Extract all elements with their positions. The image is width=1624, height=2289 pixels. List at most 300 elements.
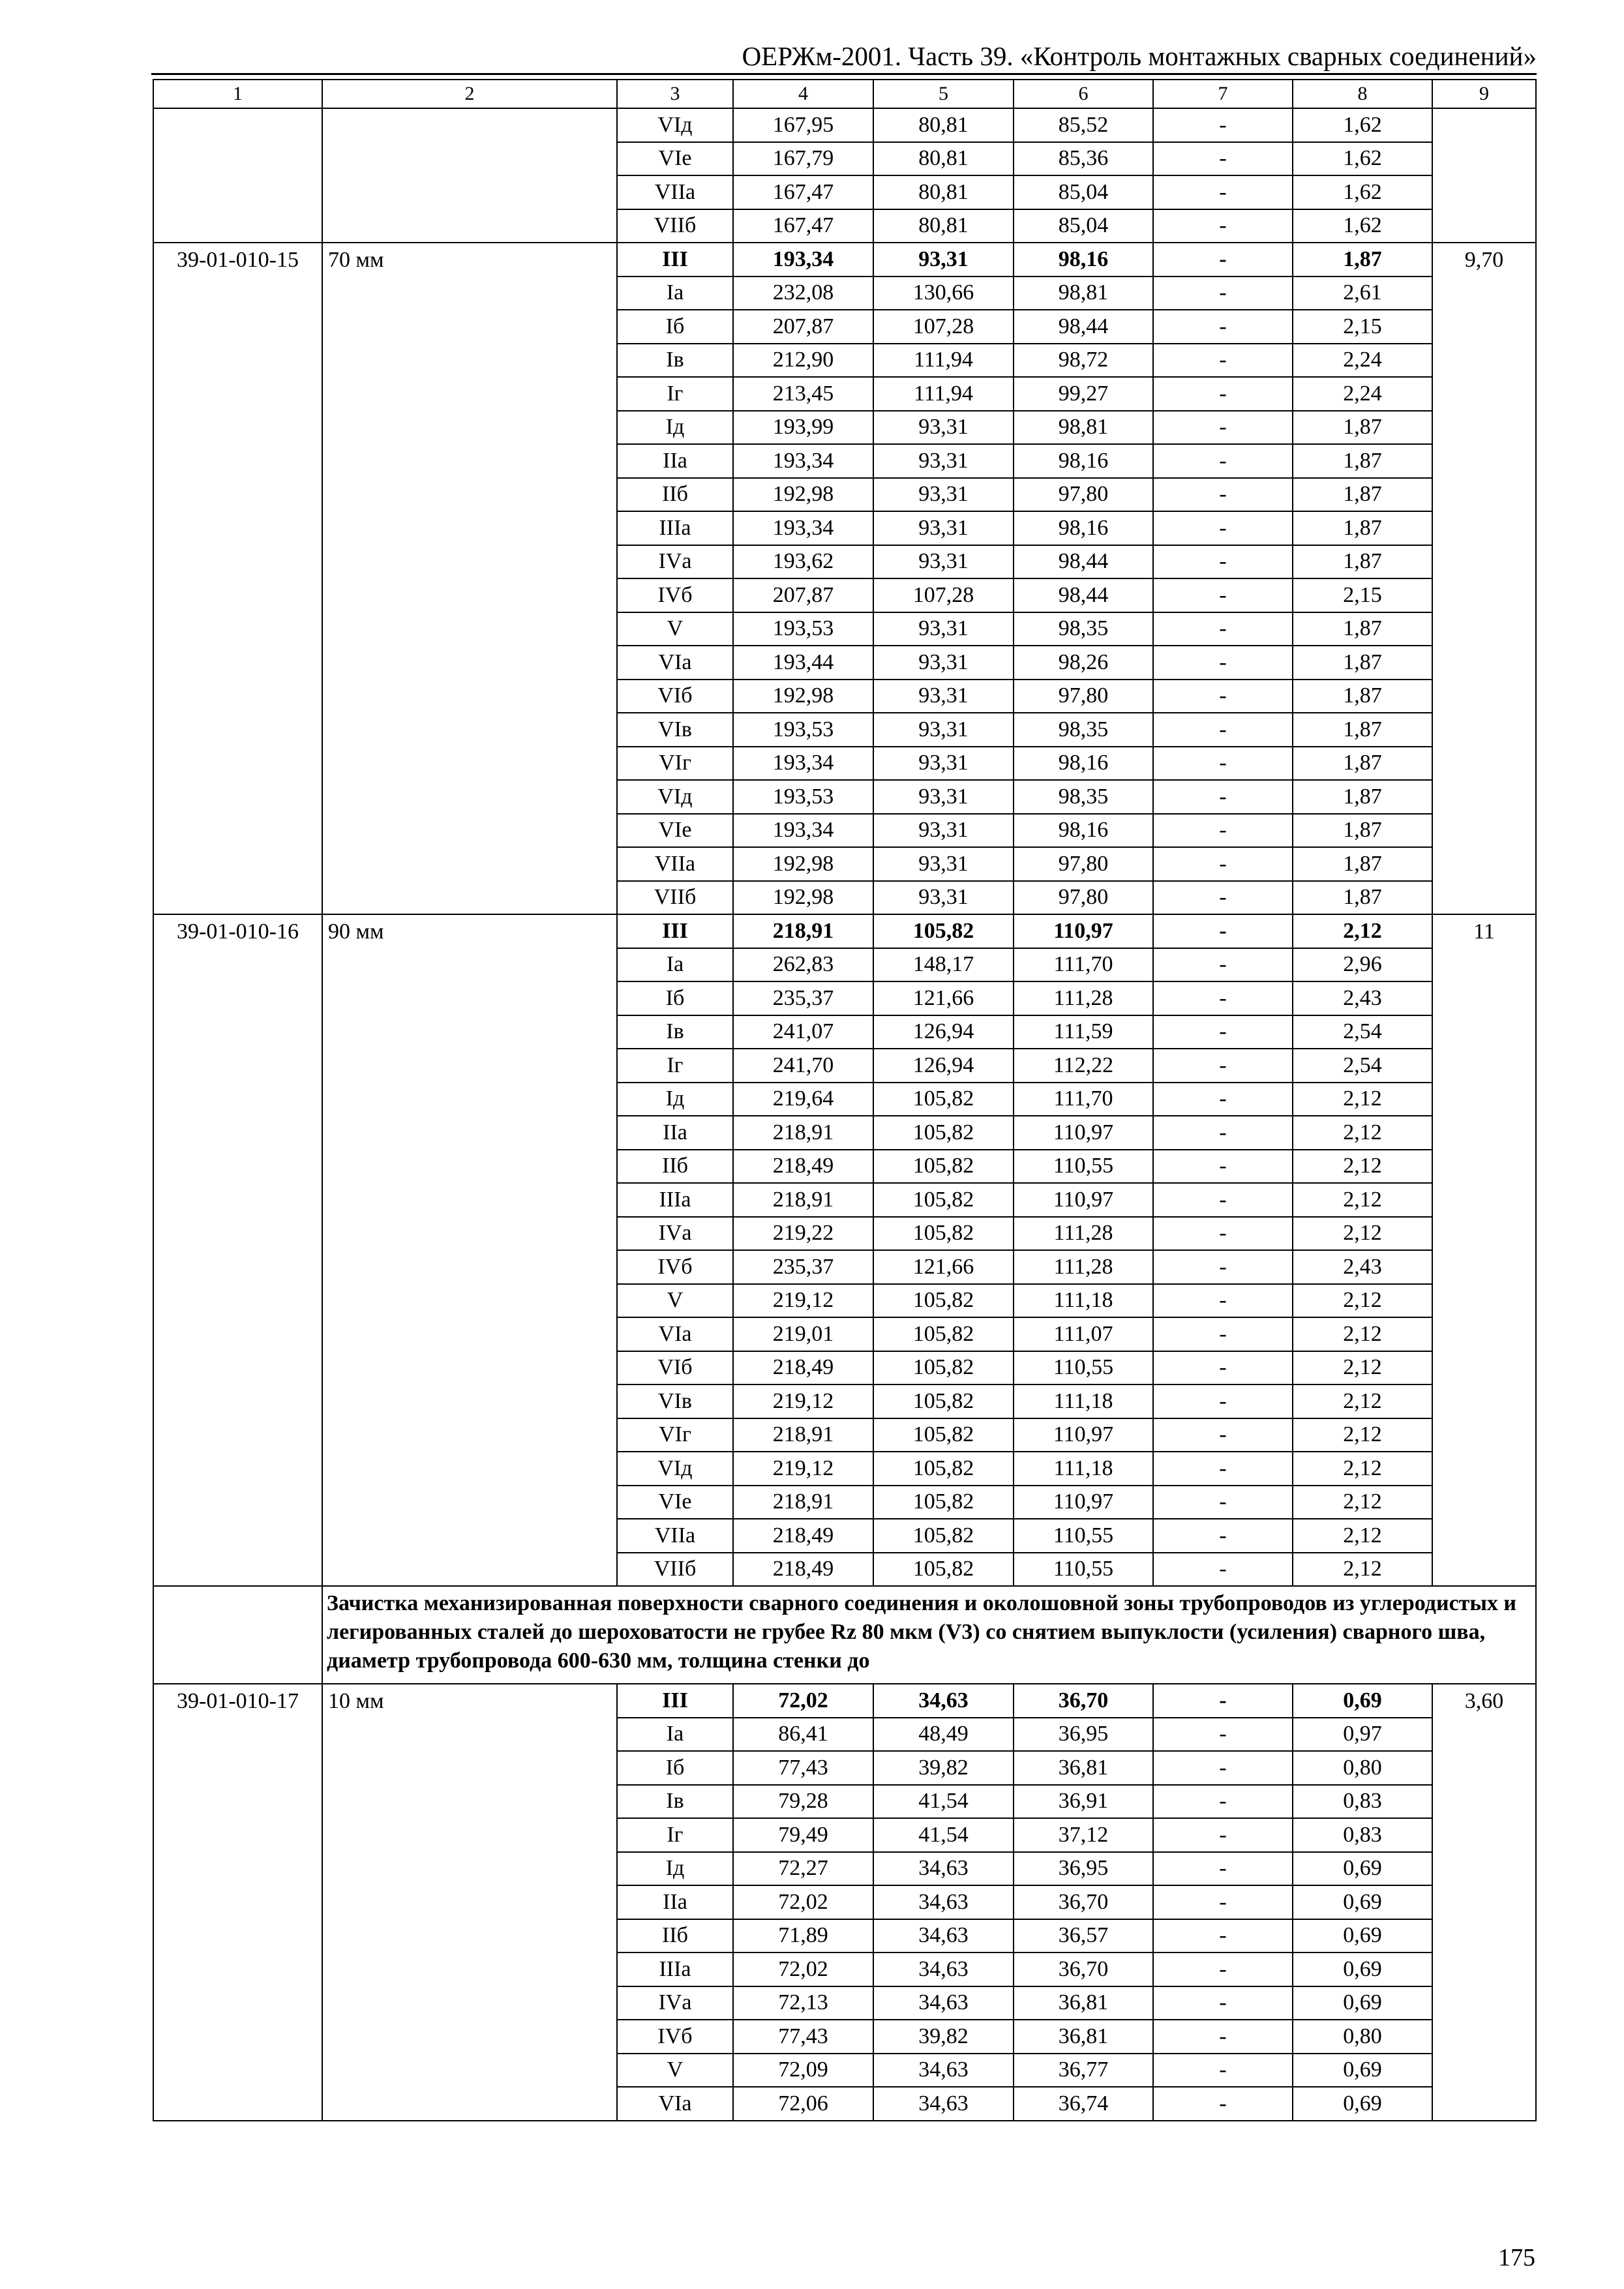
labor-hours-cell: 0,69 [1293, 2087, 1432, 2121]
labor-cost-cell: 34,63 [873, 1919, 1014, 1953]
machine-cost-cell: 36,70 [1014, 1885, 1153, 1919]
rate-category-cell: III [617, 1684, 733, 1718]
labor-hours-cell: 2,12 [1293, 1452, 1432, 1486]
materials-cost-cell: - [1153, 2087, 1293, 2121]
machine-cost-cell: 36,95 [1014, 1852, 1153, 1886]
machine-cost-cell: 98,35 [1014, 612, 1153, 646]
labor-cost-cell: 93,31 [873, 680, 1014, 713]
materials-cost-cell: - [1153, 948, 1293, 982]
rate-category-cell: VIг [617, 747, 733, 781]
machine-cost-cell: 111,28 [1014, 981, 1153, 1015]
total-cost-cell: 72,02 [733, 1885, 873, 1919]
labor-hours-cell: 0,69 [1293, 1885, 1432, 1919]
machine-cost-cell: 110,55 [1014, 1553, 1153, 1587]
machine-cost-cell: 98,35 [1014, 780, 1153, 814]
labor-cost-cell: 39,82 [873, 2020, 1014, 2054]
labor-cost-cell: 93,31 [873, 444, 1014, 478]
rate-category-cell: Iв [617, 1785, 733, 1819]
total-cost-cell: 207,87 [733, 578, 873, 612]
total-cost-cell: 218,91 [733, 1486, 873, 1519]
total-cost-cell: 72,02 [733, 1952, 873, 1986]
materials-cost-cell: - [1153, 713, 1293, 747]
rate-category-cell: Iв [617, 344, 733, 378]
rate-category-cell: V [617, 2054, 733, 2087]
total-cost-cell: 192,98 [733, 478, 873, 512]
machine-cost-cell: 98,16 [1014, 511, 1153, 545]
materials-cost-cell: - [1153, 1317, 1293, 1351]
labor-cost-cell: 93,31 [873, 847, 1014, 881]
rate-category-cell: V [617, 1284, 733, 1318]
materials-cost-cell: - [1153, 1150, 1293, 1184]
total-cost-cell: 219,22 [733, 1217, 873, 1251]
materials-cost-cell: - [1153, 243, 1293, 277]
labor-hours-cell: 2,54 [1293, 1015, 1432, 1049]
total-cost-cell: 193,53 [733, 612, 873, 646]
labor-hours-cell: 2,12 [1293, 1519, 1432, 1553]
labor-hours-cell: 2,24 [1293, 377, 1432, 411]
total-cost-cell: 167,79 [733, 142, 873, 176]
rate-category-cell: V [617, 612, 733, 646]
total-cost-cell: 192,98 [733, 881, 873, 915]
machine-cost-cell: 111,28 [1014, 1250, 1153, 1284]
section-code-cell [153, 1586, 322, 1684]
labor-cost-cell: 105,82 [873, 1384, 1014, 1418]
total-cost-cell: 241,70 [733, 1049, 873, 1083]
total-cost-cell: 218,49 [733, 1519, 873, 1553]
materials-cost-cell: - [1153, 1553, 1293, 1587]
materials-cost-cell: - [1153, 612, 1293, 646]
price-cell: 3,60 [1432, 1684, 1536, 2121]
labor-cost-cell: 105,82 [873, 1083, 1014, 1116]
machine-cost-cell: 97,80 [1014, 881, 1153, 915]
labor-cost-cell: 34,63 [873, 1885, 1014, 1919]
section-row [153, 1586, 1536, 1684]
labor-hours-cell: 0,69 [1293, 1986, 1432, 2020]
machine-cost-cell: 97,80 [1014, 680, 1153, 713]
labor-hours-cell: 2,12 [1293, 1317, 1432, 1351]
labor-hours-cell: 2,61 [1293, 277, 1432, 310]
labor-hours-cell: 0,69 [1293, 2054, 1432, 2087]
machine-cost-cell: 98,44 [1014, 578, 1153, 612]
labor-hours-cell: 0,83 [1293, 1785, 1432, 1819]
labor-cost-cell: 93,31 [873, 881, 1014, 915]
labor-hours-cell: 1,62 [1293, 142, 1432, 176]
rate-category-cell: VIв [617, 713, 733, 747]
rate-category-cell: VIа [617, 1317, 733, 1351]
total-cost-cell: 193,62 [733, 545, 873, 579]
materials-cost-cell: - [1153, 1418, 1293, 1452]
labor-cost-cell: 93,31 [873, 243, 1014, 277]
total-cost-cell: 219,12 [733, 1384, 873, 1418]
materials-cost-cell: - [1153, 981, 1293, 1015]
rate-category-cell: IIб [617, 1919, 733, 1953]
materials-cost-cell: - [1153, 847, 1293, 881]
total-cost-cell: 193,34 [733, 243, 873, 277]
labor-hours-cell: 1,87 [1293, 881, 1432, 915]
labor-cost-cell: 111,94 [873, 377, 1014, 411]
labor-cost-cell: 105,82 [873, 1317, 1014, 1351]
materials-cost-cell: - [1153, 1015, 1293, 1049]
thickness-cell: 90 мм [322, 914, 617, 1586]
total-cost-cell: 219,12 [733, 1284, 873, 1318]
labor-cost-cell: 107,28 [873, 578, 1014, 612]
rate-category-cell: IIб [617, 478, 733, 512]
labor-cost-cell: 93,31 [873, 511, 1014, 545]
labor-hours-cell: 2,12 [1293, 1217, 1432, 1251]
labor-hours-cell: 2,43 [1293, 1250, 1432, 1284]
labor-cost-cell: 39,82 [873, 1751, 1014, 1785]
machine-cost-cell: 36,77 [1014, 2054, 1153, 2087]
machine-cost-cell: 111,28 [1014, 1217, 1153, 1251]
rate-category-cell: Iа [617, 948, 733, 982]
total-cost-cell: 193,99 [733, 411, 873, 445]
rate-category-cell: VIIб [617, 209, 733, 243]
labor-cost-cell: 105,82 [873, 914, 1014, 948]
rate-category-cell: IVа [617, 545, 733, 579]
total-cost-cell: 235,37 [733, 981, 873, 1015]
materials-cost-cell: - [1153, 814, 1293, 848]
price-cell: 9,70 [1432, 243, 1536, 914]
labor-hours-cell: 1,62 [1293, 209, 1432, 243]
labor-hours-cell: 1,87 [1293, 411, 1432, 445]
labor-cost-cell: 126,94 [873, 1049, 1014, 1083]
materials-cost-cell: - [1153, 1384, 1293, 1418]
machine-cost-cell: 85,36 [1014, 142, 1153, 176]
total-cost-cell: 72,06 [733, 2087, 873, 2121]
labor-cost-cell: 93,31 [873, 646, 1014, 680]
labor-cost-cell: 148,17 [873, 948, 1014, 982]
rate-category-cell: VIIа [617, 1519, 733, 1553]
code-cell: 39-01-010-15 [153, 243, 322, 914]
labor-cost-cell: 80,81 [873, 175, 1014, 209]
labor-cost-cell: 105,82 [873, 1150, 1014, 1184]
labor-cost-cell: 34,63 [873, 1986, 1014, 2020]
materials-cost-cell: - [1153, 1183, 1293, 1217]
machine-cost-cell: 110,97 [1014, 1418, 1153, 1452]
code-cell: 39-01-010-17 [153, 1684, 322, 2121]
labor-hours-cell: 1,62 [1293, 175, 1432, 209]
labor-cost-cell: 111,94 [873, 344, 1014, 378]
materials-cost-cell: - [1153, 914, 1293, 948]
labor-hours-cell: 0,80 [1293, 2020, 1432, 2054]
machine-cost-cell: 110,55 [1014, 1351, 1153, 1385]
machine-cost-cell: 98,16 [1014, 444, 1153, 478]
total-cost-cell: 72,09 [733, 2054, 873, 2087]
rate-category-cell: Iб [617, 981, 733, 1015]
labor-hours-cell: 1,87 [1293, 612, 1432, 646]
materials-cost-cell: - [1153, 209, 1293, 243]
table-row [153, 108, 1536, 142]
total-cost-cell: 72,02 [733, 1684, 873, 1718]
total-cost-cell: 207,87 [733, 310, 873, 344]
labor-cost-cell: 107,28 [873, 310, 1014, 344]
materials-cost-cell: - [1153, 175, 1293, 209]
materials-cost-cell: - [1153, 411, 1293, 445]
machine-cost-cell: 36,81 [1014, 1751, 1153, 1785]
column-number: 8 [1293, 80, 1432, 108]
labor-hours-cell: 1,62 [1293, 108, 1432, 142]
thickness-cell [322, 108, 617, 243]
column-number: 4 [733, 80, 873, 108]
machine-cost-cell: 37,12 [1014, 1818, 1153, 1852]
rate-category-cell: VIе [617, 814, 733, 848]
column-number: 9 [1432, 80, 1536, 108]
rate-category-cell: VIв [617, 1384, 733, 1418]
materials-cost-cell: - [1153, 1351, 1293, 1385]
section-title: Зачистка механизированная поверхности сварного соединения и околошовной зоны трубопроводов из углеродистых и легированных сталей до шероховатости не грубее Rz 80 мкм (V3) со снятием выпуклости (усиления) сварного шва, диаметр трубопровода 600-630 мм, толщина стенки до [322, 1586, 1536, 1684]
table-row [153, 1684, 1536, 1718]
labor-hours-cell: 2,12 [1293, 1418, 1432, 1452]
labor-hours-cell: 2,12 [1293, 1384, 1432, 1418]
labor-hours-cell: 2,12 [1293, 1083, 1432, 1116]
labor-cost-cell: 34,63 [873, 2087, 1014, 2121]
total-cost-cell: 167,95 [733, 108, 873, 142]
total-cost-cell: 218,49 [733, 1553, 873, 1587]
total-cost-cell: 193,44 [733, 646, 873, 680]
machine-cost-cell: 36,70 [1014, 1952, 1153, 1986]
labor-hours-cell: 1,87 [1293, 478, 1432, 512]
rate-category-cell: Iд [617, 411, 733, 445]
labor-hours-cell: 1,87 [1293, 747, 1432, 781]
labor-cost-cell: 105,82 [873, 1519, 1014, 1553]
total-cost-cell: 71,89 [733, 1919, 873, 1953]
total-cost-cell: 193,34 [733, 814, 873, 848]
rate-category-cell: Iв [617, 1015, 733, 1049]
machine-cost-cell: 36,81 [1014, 2020, 1153, 2054]
column-number: 7 [1153, 80, 1293, 108]
materials-cost-cell: - [1153, 1684, 1293, 1718]
rate-category-cell: VIд [617, 1452, 733, 1486]
materials-cost-cell: - [1153, 646, 1293, 680]
machine-cost-cell: 98,72 [1014, 344, 1153, 378]
materials-cost-cell: - [1153, 344, 1293, 378]
total-cost-cell: 218,91 [733, 914, 873, 948]
machine-cost-cell: 98,26 [1014, 646, 1153, 680]
labor-cost-cell: 93,31 [873, 411, 1014, 445]
rate-category-cell: VIе [617, 1486, 733, 1519]
machine-cost-cell: 98,35 [1014, 713, 1153, 747]
labor-cost-cell: 93,31 [873, 747, 1014, 781]
rate-category-cell: IVа [617, 1217, 733, 1251]
total-cost-cell: 218,91 [733, 1418, 873, 1452]
machine-cost-cell: 110,97 [1014, 914, 1153, 948]
machine-cost-cell: 111,59 [1014, 1015, 1153, 1049]
machine-cost-cell: 98,81 [1014, 277, 1153, 310]
labor-hours-cell: 1,87 [1293, 713, 1432, 747]
materials-cost-cell: - [1153, 578, 1293, 612]
labor-cost-cell: 34,63 [873, 2054, 1014, 2087]
total-cost-cell: 77,43 [733, 2020, 873, 2054]
machine-cost-cell: 36,91 [1014, 1785, 1153, 1819]
labor-cost-cell: 105,82 [873, 1486, 1014, 1519]
rates-table [153, 79, 1537, 2121]
labor-cost-cell: 105,82 [873, 1183, 1014, 1217]
machine-cost-cell: 98,16 [1014, 243, 1153, 277]
total-cost-cell: 219,01 [733, 1317, 873, 1351]
materials-cost-cell: - [1153, 2054, 1293, 2087]
rate-category-cell: III [617, 914, 733, 948]
rate-category-cell: VIа [617, 2087, 733, 2121]
labor-hours-cell: 1,87 [1293, 511, 1432, 545]
labor-hours-cell: 2,12 [1293, 1183, 1432, 1217]
labor-cost-cell: 121,66 [873, 1250, 1014, 1284]
labor-cost-cell: 105,82 [873, 1452, 1014, 1486]
machine-cost-cell: 36,57 [1014, 1919, 1153, 1953]
labor-hours-cell: 0,69 [1293, 1952, 1432, 1986]
labor-hours-cell: 2,15 [1293, 310, 1432, 344]
column-number: 2 [322, 80, 617, 108]
rate-category-cell: VIе [617, 142, 733, 176]
total-cost-cell: 192,98 [733, 680, 873, 713]
labor-cost-cell: 41,54 [873, 1785, 1014, 1819]
materials-cost-cell: - [1153, 1852, 1293, 1886]
rate-category-cell: Iб [617, 310, 733, 344]
total-cost-cell: 235,37 [733, 1250, 873, 1284]
thickness-cell: 70 мм [322, 243, 617, 914]
rate-category-cell: VIIб [617, 881, 733, 915]
total-cost-cell: 79,28 [733, 1785, 873, 1819]
total-cost-cell: 262,83 [733, 948, 873, 982]
labor-hours-cell: 0,83 [1293, 1818, 1432, 1852]
page-number: 175 [1498, 2244, 1535, 2271]
labor-hours-cell: 0,69 [1293, 1852, 1432, 1886]
rate-category-cell: VIIа [617, 847, 733, 881]
labor-hours-cell: 1,87 [1293, 646, 1432, 680]
materials-cost-cell: - [1153, 1049, 1293, 1083]
labor-hours-cell: 1,87 [1293, 444, 1432, 478]
total-cost-cell: 86,41 [733, 1718, 873, 1752]
rate-category-cell: IIб [617, 1150, 733, 1184]
machine-cost-cell: 98,44 [1014, 310, 1153, 344]
labor-cost-cell: 48,49 [873, 1718, 1014, 1752]
labor-cost-cell: 93,31 [873, 545, 1014, 579]
materials-cost-cell: - [1153, 511, 1293, 545]
labor-cost-cell: 34,63 [873, 1684, 1014, 1718]
rate-category-cell: Iг [617, 1818, 733, 1852]
materials-cost-cell: - [1153, 277, 1293, 310]
labor-cost-cell: 130,66 [873, 277, 1014, 310]
labor-hours-cell: 0,69 [1293, 1684, 1432, 1718]
rate-category-cell: VIг [617, 1418, 733, 1452]
materials-cost-cell: - [1153, 108, 1293, 142]
rate-category-cell: VIб [617, 680, 733, 713]
machine-cost-cell: 36,95 [1014, 1718, 1153, 1752]
machine-cost-cell: 97,80 [1014, 847, 1153, 881]
labor-hours-cell: 0,97 [1293, 1718, 1432, 1752]
materials-cost-cell: - [1153, 1486, 1293, 1519]
total-cost-cell: 72,27 [733, 1852, 873, 1886]
machine-cost-cell: 85,04 [1014, 175, 1153, 209]
machine-cost-cell: 98,16 [1014, 747, 1153, 781]
materials-cost-cell: - [1153, 1519, 1293, 1553]
materials-cost-cell: - [1153, 1885, 1293, 1919]
rate-category-cell: VIд [617, 108, 733, 142]
column-number-row [153, 80, 1536, 108]
rate-category-cell: III [617, 243, 733, 277]
machine-cost-cell: 98,44 [1014, 545, 1153, 579]
labor-hours-cell: 2,24 [1293, 344, 1432, 378]
total-cost-cell: 218,49 [733, 1351, 873, 1385]
rate-category-cell: Iг [617, 1049, 733, 1083]
labor-hours-cell: 1,87 [1293, 545, 1432, 579]
machine-cost-cell: 111,70 [1014, 948, 1153, 982]
total-cost-cell: 218,91 [733, 1116, 873, 1150]
materials-cost-cell: - [1153, 747, 1293, 781]
materials-cost-cell: - [1153, 680, 1293, 713]
labor-cost-cell: 105,82 [873, 1284, 1014, 1318]
materials-cost-cell: - [1153, 142, 1293, 176]
materials-cost-cell: - [1153, 780, 1293, 814]
total-cost-cell: 193,34 [733, 511, 873, 545]
materials-cost-cell: - [1153, 1919, 1293, 1953]
machine-cost-cell: 111,07 [1014, 1317, 1153, 1351]
labor-hours-cell: 1,87 [1293, 847, 1432, 881]
labor-hours-cell: 2,12 [1293, 1486, 1432, 1519]
materials-cost-cell: - [1153, 310, 1293, 344]
machine-cost-cell: 97,80 [1014, 478, 1153, 512]
labor-cost-cell: 93,31 [873, 612, 1014, 646]
materials-cost-cell: - [1153, 1083, 1293, 1116]
price-cell [1432, 108, 1536, 243]
machine-cost-cell: 36,70 [1014, 1684, 1153, 1718]
machine-cost-cell: 111,70 [1014, 1083, 1153, 1116]
labor-hours-cell: 1,87 [1293, 814, 1432, 848]
machine-cost-cell: 111,18 [1014, 1452, 1153, 1486]
page-header [151, 39, 1537, 75]
total-cost-cell: 213,45 [733, 377, 873, 411]
rate-category-cell: Iа [617, 1718, 733, 1752]
labor-hours-cell: 2,12 [1293, 914, 1432, 948]
labor-hours-cell: 2,12 [1293, 1116, 1432, 1150]
total-cost-cell: 193,53 [733, 780, 873, 814]
rate-category-cell: VIIб [617, 1553, 733, 1587]
rate-category-cell: Iд [617, 1852, 733, 1886]
price-cell: 11 [1432, 914, 1536, 1586]
labor-cost-cell: 41,54 [873, 1818, 1014, 1852]
machine-cost-cell: 85,52 [1014, 108, 1153, 142]
machine-cost-cell: 36,74 [1014, 2087, 1153, 2121]
total-cost-cell: 219,64 [733, 1083, 873, 1116]
rate-category-cell: VIб [617, 1351, 733, 1385]
machine-cost-cell: 110,97 [1014, 1183, 1153, 1217]
materials-cost-cell: - [1153, 1818, 1293, 1852]
machine-cost-cell: 85,04 [1014, 209, 1153, 243]
labor-cost-cell: 80,81 [873, 142, 1014, 176]
total-cost-cell: 218,91 [733, 1183, 873, 1217]
total-cost-cell: 192,98 [733, 847, 873, 881]
rate-category-cell: IIа [617, 444, 733, 478]
code-cell [153, 108, 322, 243]
rate-category-cell: IVа [617, 1986, 733, 2020]
machine-cost-cell: 99,27 [1014, 377, 1153, 411]
materials-cost-cell: - [1153, 1250, 1293, 1284]
total-cost-cell: 193,53 [733, 713, 873, 747]
column-number: 1 [153, 80, 322, 108]
labor-hours-cell: 2,54 [1293, 1049, 1432, 1083]
labor-cost-cell: 105,82 [873, 1351, 1014, 1385]
materials-cost-cell: - [1153, 1217, 1293, 1251]
table-row [153, 243, 1536, 277]
labor-cost-cell: 93,31 [873, 713, 1014, 747]
labor-hours-cell: 1,87 [1293, 780, 1432, 814]
labor-cost-cell: 93,31 [873, 780, 1014, 814]
rate-category-cell: IVб [617, 1250, 733, 1284]
rate-category-cell: IIIа [617, 1952, 733, 1986]
column-number: 6 [1014, 80, 1153, 108]
rate-category-cell: IIа [617, 1116, 733, 1150]
labor-cost-cell: 105,82 [873, 1116, 1014, 1150]
total-cost-cell: 232,08 [733, 277, 873, 310]
